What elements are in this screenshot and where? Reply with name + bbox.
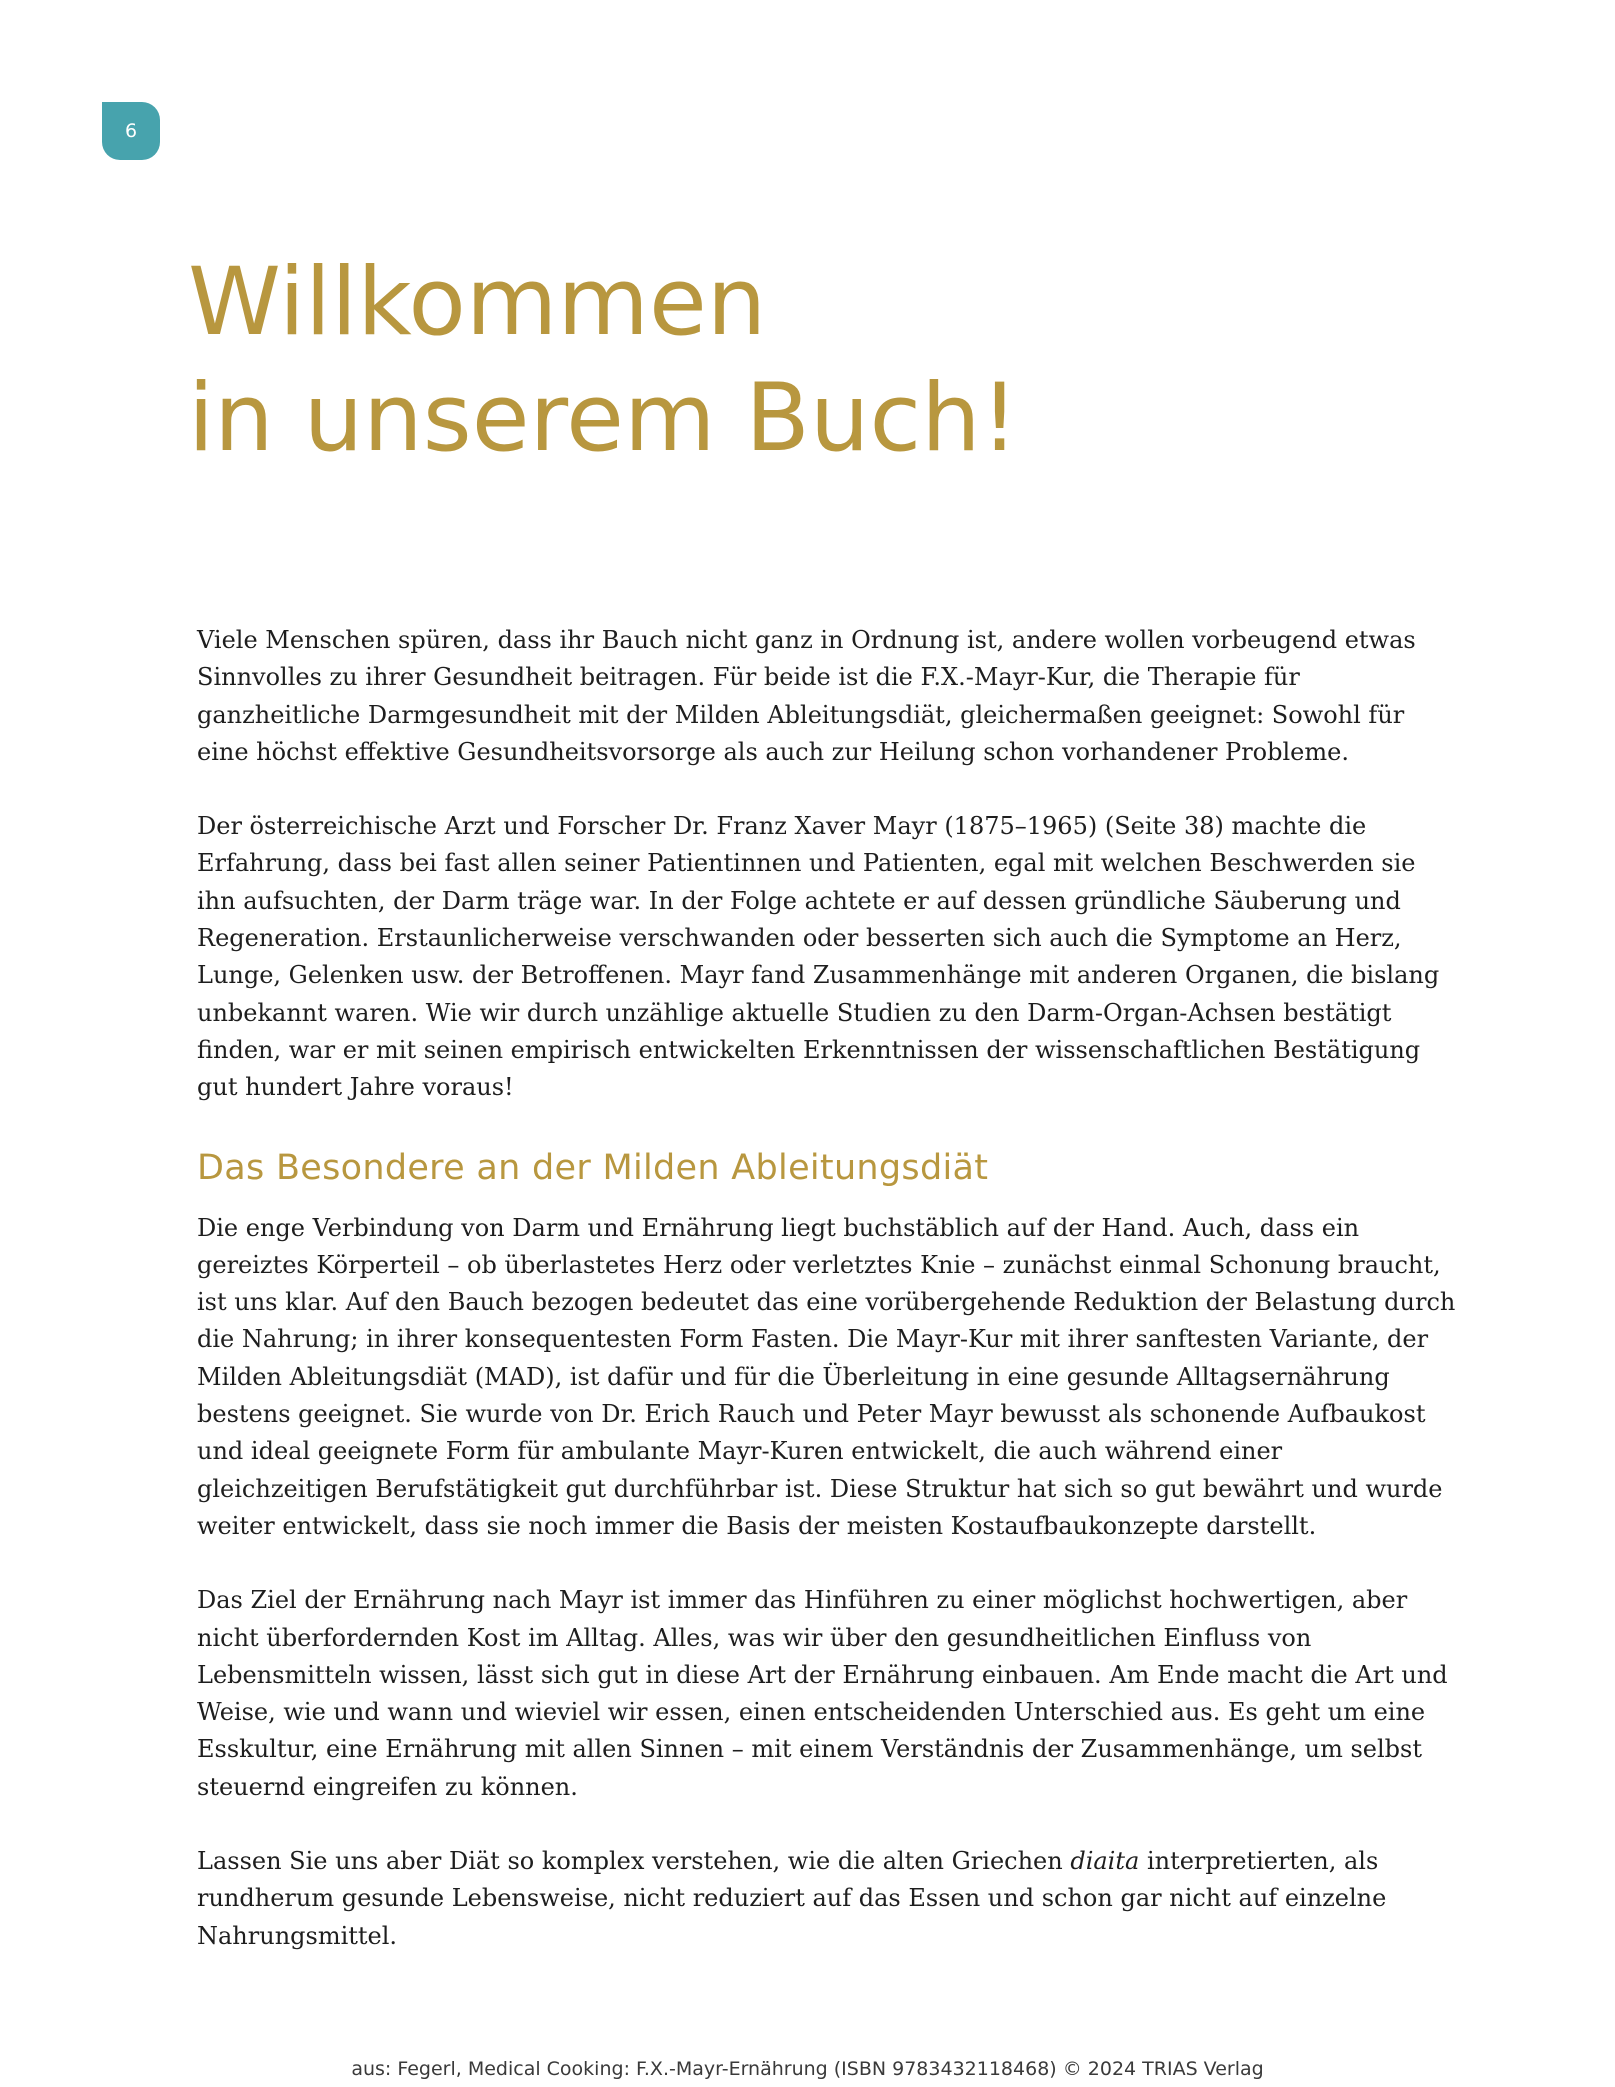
copyright-footer: aus: Fegerl, Medical Cooking: F.X.-Mayr-Ernährung (ISBN 9783432118468) © 2024 TRIAS Verlag xyxy=(351,2058,1264,2080)
paragraph-diaita xyxy=(197,1843,1457,1955)
diaita-text-after: interpretierten, als rundherum gesunde Lebensweise, nicht reduziert auf das Essen und schon gar nicht auf einzelne Nahrungsmittel. xyxy=(197,1847,1387,1950)
page-number-badge: 6 xyxy=(102,102,160,160)
page-title xyxy=(188,245,1018,477)
title-line-2: in unserem Buch! xyxy=(188,364,1019,473)
paragraph-mayr-history: Der österreichische Arzt und Forscher Dr. Franz Xaver Mayr (1875–1965) (Seite 38) machte die Erfahrung, dass bei fast allen seiner Patientinnen und Patienten, egal mit welchen Beschwerden sie ihn aufsuchten, der Darm träge war. In der Folge achtete er auf dessen gründliche Säuberung und Regeneration. Erstaunlicherweise verschwanden oder besserten sich auch die Symptome an Herz, Lunge, Gelenken usw. der Betroffenen. Mayr fand Zusammenhänge mit anderen Organen, die bislang unbekannt waren. Wie wir durch unzählige aktuelle Studien zu den Darm-Organ-Achsen bestätigt finden, war er mit seinen empirisch entwickelten Erkenntnissen der wissenschaftlichen Bestätigung gut hundert Jahre voraus! xyxy=(197,812,1440,1102)
paragraph-mad: Die enge Verbindung von Darm und Ernährung liegt buchstäblich auf der Hand. Auch, dass ein gereiztes Körperteil – ob überlastetes Herz oder verletztes Knie – zunächst einmal Schonung braucht, ist uns klar. Auf den Bauch bezogen bedeutet das eine vorübergehende Reduktion der Belastung durch die Nahrung; in ihrer konsequentesten Form Fasten. Die Mayr-Kur mit ihrer sanftesten Variante, der Milden Ableitungsdiät (MAD), ist dafür und für die Überleitung in eine gesunde Alltagsernährung bestens geeignet. Sie wurde von Dr. Erich Rauch und Peter Mayr bewusst als schonende Aufbaukost und ideal geeignete Form für ambulante Mayr-Kuren entwickelt, die auch während einer gleichzeitigen Berufstätigkeit gut durchführbar ist. Diese Struktur hat sich so gut bewährt und wurde weiter entwickelt, dass sie noch immer die Basis der meisten Kostaufbaukonzepte darstellt. xyxy=(197,1213,1456,1540)
title-line-1: Willkommen xyxy=(188,248,767,357)
diaita-text-before: Lassen Sie uns aber Diät so komplex verstehen, wie die alten Griechen xyxy=(197,1847,1071,1876)
diaita-term: diaita xyxy=(1070,1847,1140,1876)
body-text xyxy=(197,622,1457,1992)
section-heading: Das Besondere an der Milden Ableitungsdiät xyxy=(197,1147,989,1188)
paragraph-intro: Viele Menschen spüren, dass ihr Bauch nicht ganz in Ordnung ist, andere wollen vorbeugend etwas Sinnvolles zu ihrer Gesundheit beitragen. Für beide ist die F.X.-Mayr-Kur, die Therapie für ganzheitliche Darmgesundheit mit der Milden Ableitungsdiät, gleichermaßen geeignet: Sowohl für eine höchst effektive Gesundheitsvorsorge als auch zur Heilung schon vorhandener Probleme. xyxy=(197,626,1416,766)
paragraph-goal: Das Ziel der Ernährung nach Mayr ist immer das Hinführen zu einer möglichst hochwertigen, aber nicht überfordernden Kost im Alltag. Alles, was wir über den gesundheitlichen Einfluss von Lebensmitteln wissen, lässt sich gut in diese Art der Ernährung einbauen. Am Ende macht die Art und Weise, wie und wann und wieviel wir essen, einen entscheidenden Unterschied aus. Es geht um eine Esskultur, eine Ernährung mit allen Sinnen – mit einem Verständnis der Zusammenhänge, um selbst steuernd eingreifen zu können. xyxy=(197,1586,1448,1801)
